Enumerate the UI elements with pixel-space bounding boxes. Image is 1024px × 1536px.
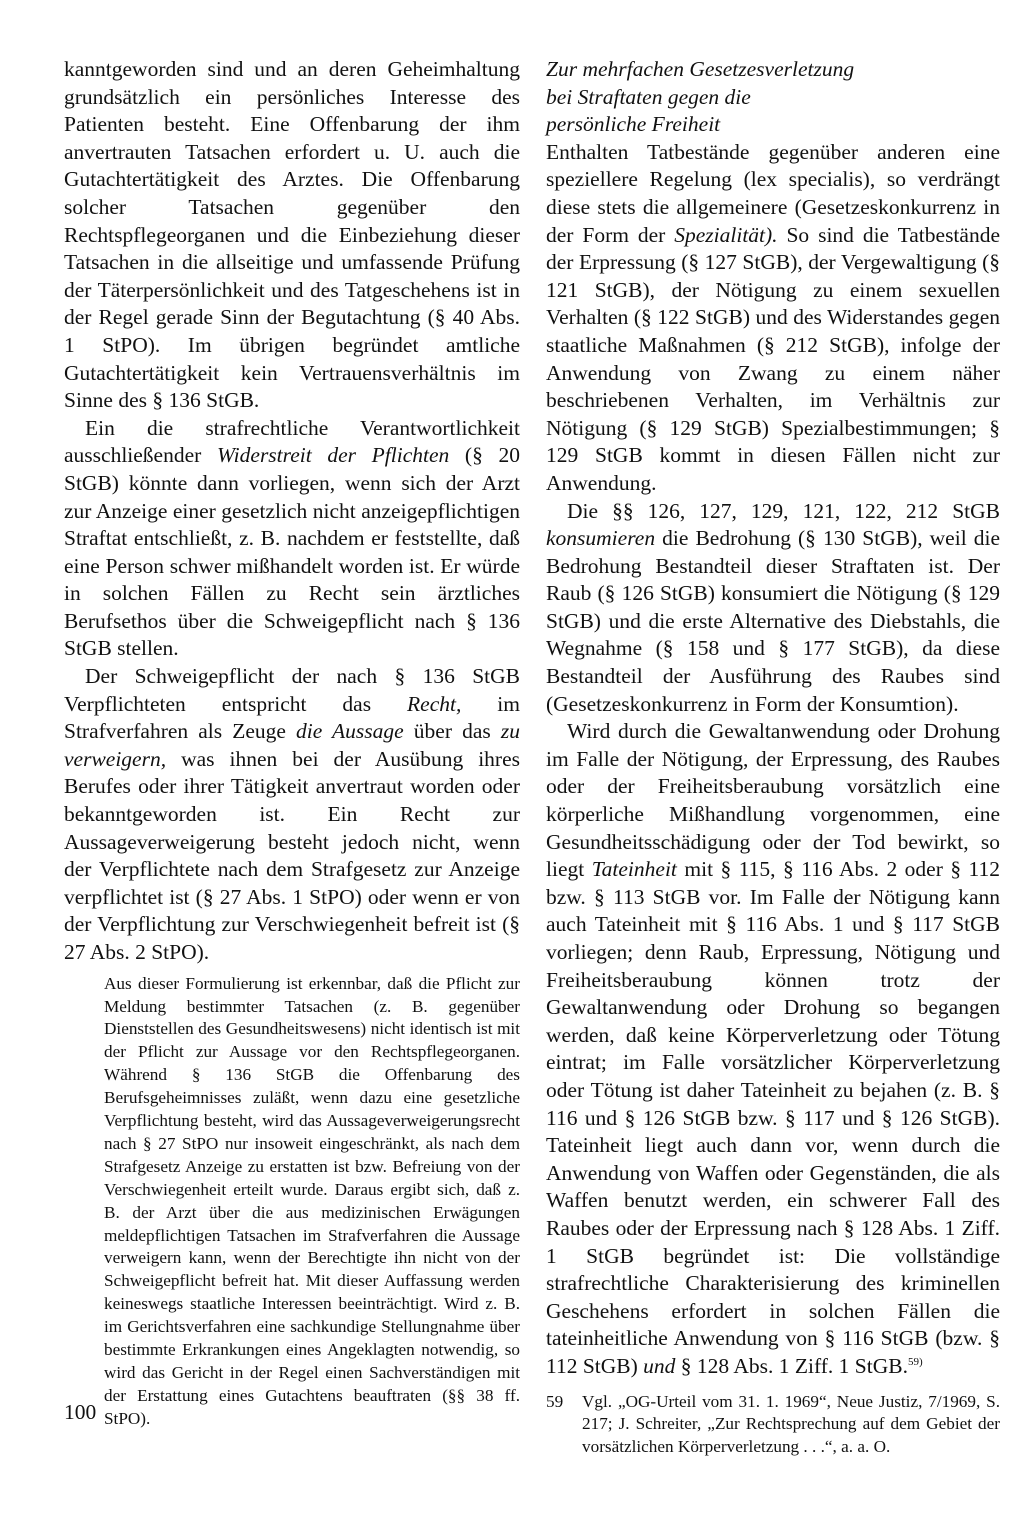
section-heading <box>546 56 1000 139</box>
left-column <box>64 56 520 1431</box>
footnote-number: 59 <box>546 1391 564 1411</box>
text-run: Der Schweigepflicht der nach § 136 StGB Verpflichteten entspricht das <box>64 664 520 716</box>
emphasis: konsumieren <box>546 526 656 551</box>
text-run: Wird durch die Gewaltanwendung oder Drohung im Falle der Nötigung, der Erpressung, des Raubes oder der Freiheitsberaubung vorsätzlich eine körperliche Mißhandlung vorgenommen, eine Gesundheitsschädigung oder der Tod bewirkt, so liegt <box>546 719 1000 882</box>
emphasis: Tateinheit <box>591 857 677 882</box>
paragraph <box>546 718 1000 1380</box>
text-run: Die §§ 126, 127, 129, 121, 122, 212 StGB <box>567 498 1000 523</box>
heading-line: bei Straftaten gegen die <box>546 84 751 109</box>
emphasis: Widerstreit der Pflichten <box>216 443 450 468</box>
right-column <box>546 56 1000 1459</box>
footnote-reference: 59) <box>907 1355 923 1368</box>
text-run: Enthalten Tatbestände gegenüber anderen eine speziellere Regelung (lex specialis), so verdrängt diese stets die allgemeinere (Gesetzeskonkurrenz in der Form der <box>546 139 1000 247</box>
indented-note: Aus dieser Formulierung ist erkennbar, daß die Pflicht zur Meldung bestimmter Tatsachen (z. B. gegenüber Dienststellen des Gesundheitswesens) nicht identisch ist mit der Pflicht zur Aussage vor den Rechtspflegeorganen. Während § 136 StGB die Offenbarung des Berufsgeheimnisses zuläßt, wenn dazu eine gesetzliche Verpflichtung besteht, wird das Aussageverweigerungsrecht nach § 27 StPO nur insoweit eingeschränkt, als nach dem Strafgesetz Anzeige zu erstatten ist bzw. Befreiung von der Verschwiegenheit erteilt wurde. Daraus ergibt sich, daß z. B. der Arzt über die aus medizinischen Erwägungen meldepflichtigen Tatsachen im Strafverfahren die Aussage verweigern kann, wenn der Berechtigte ihn nicht von der Schweigepflicht befreit hat. Mit dieser Auffassung werden keineswegs staatliche Interessen beeinträchtigt. Wird z. B. im Gerichtsverfahren eine sachkundige Stellungnahme über bestimmte Erkrankungen eines Angeklagten notwendig, so wird das Gericht in der Regel einen Sachverständigen mit der Erstattung eines Gutachtens beauftraten (§§ 38 ff. StPO). <box>104 973 520 1428</box>
footnote <box>546 1391 1000 1460</box>
paragraph <box>546 498 1000 719</box>
text-run: (§ 20 StGB) könnte dann vorliegen, wenn sich der Arzt zur Anzeige einer gesetzlich nicht anzeigepflichtigen Straftat entschließt, z. B. nachdem er feststellte, daß eine Person schwer mißhandelt worden ist. Er würde in solchen Fällen zu Recht sein ärztliches Berufsethos über die Schweigepflicht nach § 136 StGB stellen. <box>64 443 520 661</box>
paragraph <box>64 663 520 967</box>
paragraph <box>64 415 520 663</box>
text-run: So sind die Tatbestände der Erpressung (§ 127 StGB), der Vergewaltigung (§ 121 StGB), der Nötigung zu einem sexuellen Verhalten (§ 122 StGB) und des Widerstandes gegen staatliche Maßnahmen (§ 212 StGB), infolge der Anwendung von Zwang zu einem näher beschriebenen Verhalten, im Verhältnis zur Nötigung (§ 129 StGB) Spezialbestimmungen; § 129 StGB kommt in diesen Fällen nicht zur Anwendung. <box>546 222 1000 495</box>
text-run: was ihnen bei der Ausübung ihres Berufes oder ihrer Tätigkeit anvertraut worden oder bekanntgeworden ist. Ein Recht zur Aussageverweigerung besteht jedoch nicht, wenn der Verpflichtete nach dem Strafgesetz zur Anzeige verpflichtet ist (§ 27 Abs. 1 StPO) oder wenn er von der Verpflichtung zur Verschwiegenheit befreit ist (§ 27 Abs. 2 StPO). <box>64 746 520 964</box>
emphasis: und <box>643 1353 676 1378</box>
text-run: über das <box>403 719 501 744</box>
heading-line: Zur mehrfachen Gesetzesverletzung <box>546 57 855 81</box>
emphasis: Recht, <box>407 691 462 716</box>
text-run: die Bedrohung (§ 130 StGB), weil die Bedrohung Bestandteil dieser Straftaten ist. Der Raub (§ 126 StGB) konsumiert die Nötigung (§ 129 StGB) und die erste Alternative des Diebstahls, die Wegnahme (§ 158 und § 177 StGB), da diese Bestandteil der Ausführung des Raubes sind (Gesetzeskonkurrenz in Form der Konsumtion). <box>546 526 1000 716</box>
page-number: 100 <box>64 1400 97 1424</box>
text-run: § 128 Abs. 1 Ziff. 1 StGB. <box>675 1353 908 1378</box>
paragraph: kanntgeworden sind und an deren Geheimhaltung grundsätzlich ein persönliches Interesse des Patienten besteht. Eine Offenbarung der ihm anvertrauten Tatsachen erfordert u. U. auch die Gutachtertätigkeit des Arztes. Die Offenbarung solcher Tatsachen gegenüber den Rechtspflegeorganen und die Einbeziehung dieser Tatsachen in die allseitige und umfassende Prüfung der Täterpersönlichkeit und des Tatgeschehens ist in der Regel gerade Sinn der Begutachtung (§ 40 Abs. 1 StPO). Im übrigen begründet amtliche Gutachtertätigkeit kein Vertrauensverhältnis im Sinne des § 136 StGB. <box>64 57 520 413</box>
paragraph <box>546 139 1000 498</box>
emphasis: Spezialität). <box>674 222 778 247</box>
emphasis: zu verweigern, <box>64 719 520 771</box>
heading-line: persönliche Freiheit <box>546 112 721 137</box>
text-run: mit § 115, § 116 Abs. 2 oder § 112 bzw. § 113 StGB vor. Im Falle der Nötigung kann auch Tateinheit mit § 116 Abs. 1 und § 117 StGB vorliegen; denn Raub, Erpressung, Nötigung und Freiheitsberaubung können trotz der Gewaltanwendung oder Drohung so begangen werden, daß keine Körperverletzung oder Tötung eintrat; im Falle vorsätzlicher Körperverletzung oder Tötung ist daher Tateinheit zu bejahen (z. B. § 116 und § 126 StGB bzw. § 117 und § 126 StGB). Tateinheit liegt auch dann vor, wenn durch die Anwendung von Waffen oder Gegenständen, die als Waffen benutzt werden, ein schwerer Fall des Raubes oder der Erpressung nach § 128 Abs. 1 Ziff. 1 StGB begründet ist: Die vollständige strafrechtliche Charakterisierung des kriminellen Geschehens erfordert in solchen Fällen die tateinheitliche Anwendung von § 116 StGB (bzw. § 112 StGB) <box>546 857 1001 1378</box>
text-run: im Strafverfahren als Zeuge <box>64 691 520 744</box>
emphasis: die Aussage <box>296 719 404 744</box>
footnote-text: Vgl. „OG-Urteil vom 31. 1. 1969“, Neue Justiz, 7/1969, S. 217; J. Schreiter, „Zur Rechtsprechung auf dem Gebiet der vorsätzlichen Körperverletzung . . .“, a. a. O. <box>582 1391 1000 1457</box>
text-run: Ein die strafrechtliche Verantwortlichkeit ausschließender <box>64 415 520 468</box>
